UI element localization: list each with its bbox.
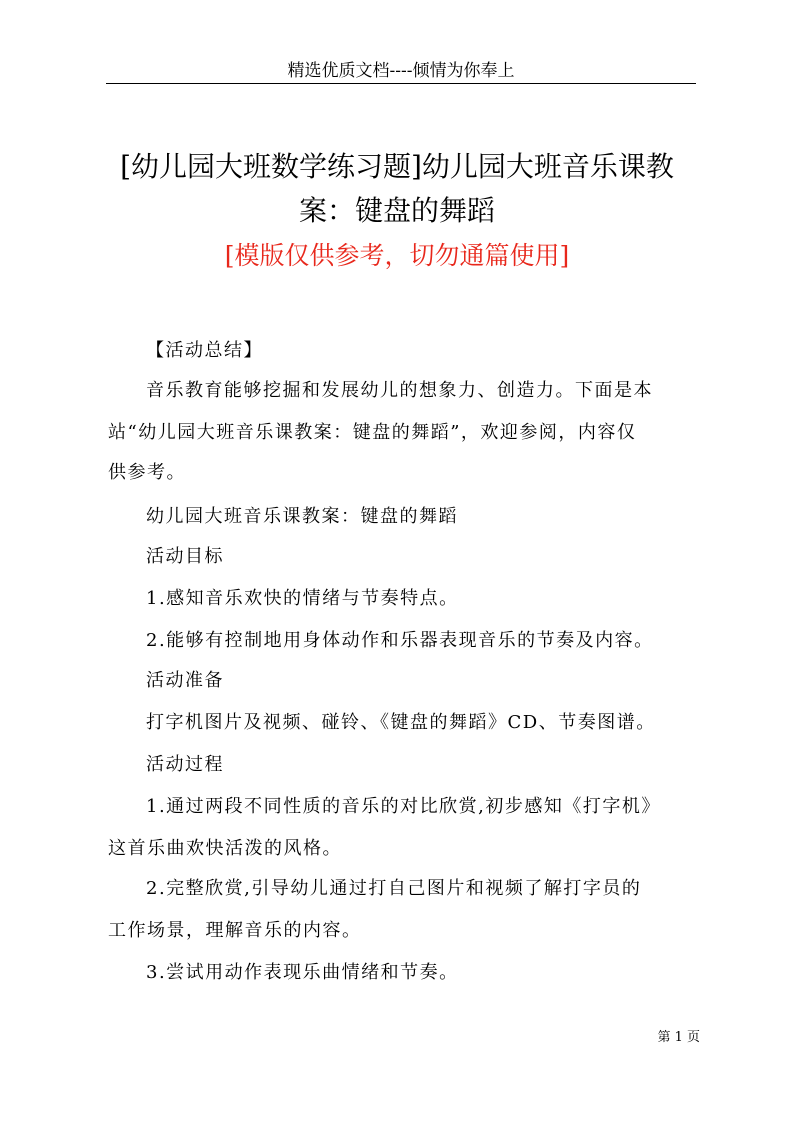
lesson-title: 幼儿园大班音乐课教案：键盘的舞蹈 <box>146 506 458 527</box>
process-heading: 活动过程 <box>146 754 224 775</box>
intro-paragraph-line-3: 供参考。 <box>108 462 186 483</box>
prep-text: 打字机图片及视频、碰铃、《键盘的舞蹈》CD、节奏图谱。 <box>146 712 656 733</box>
prep-heading: 活动准备 <box>146 670 224 691</box>
header-divider <box>106 83 696 84</box>
goals-heading: 活动目标 <box>146 546 224 567</box>
goal-item-2: 2.能够有控制地用身体动作和乐器表现音乐的节奏及内容。 <box>146 630 654 651</box>
goal-item-1: 1.感知音乐欢快的情绪与节奏特点。 <box>146 588 459 609</box>
title-line-1: [幼儿园大班数学练习题]幼儿园大班音乐课教 <box>120 150 674 183</box>
step-3: 3.尝试用动作表现乐曲情绪和节奏。 <box>146 962 459 983</box>
step-1-line-1: 1.通过两段不同性质的音乐的对比欣赏,初步感知《打字机》 <box>146 796 661 817</box>
intro-paragraph-line-2: 站“幼儿园大班音乐课教案：键盘的舞蹈”，欢迎参阅，内容仅 <box>108 422 637 443</box>
document-title <box>90 145 704 233</box>
step-2-line-2: 工作场景，理解音乐的内容。 <box>108 920 362 941</box>
title-line-2: 案：键盘的舞蹈 <box>298 194 495 227</box>
page-header: 精选优质文档----倾情为你奉上 <box>287 61 515 81</box>
template-notice: [模版仅供参考，切勿通篇使用] <box>224 241 570 270</box>
step-2-line-1: 2.完整欣赏,引导幼儿通过打自己图片和视频了解打字员的 <box>146 878 642 899</box>
summary-heading: 【活动总结】 <box>146 340 263 361</box>
step-1-line-2: 这首乐曲欢快活泼的风格。 <box>108 838 342 859</box>
page-number: 第 1 页 <box>657 1030 700 1045</box>
intro-paragraph-line-1: 音乐教育能够挖掘和发展幼儿的想象力、创造力。下面是本 <box>146 380 653 401</box>
